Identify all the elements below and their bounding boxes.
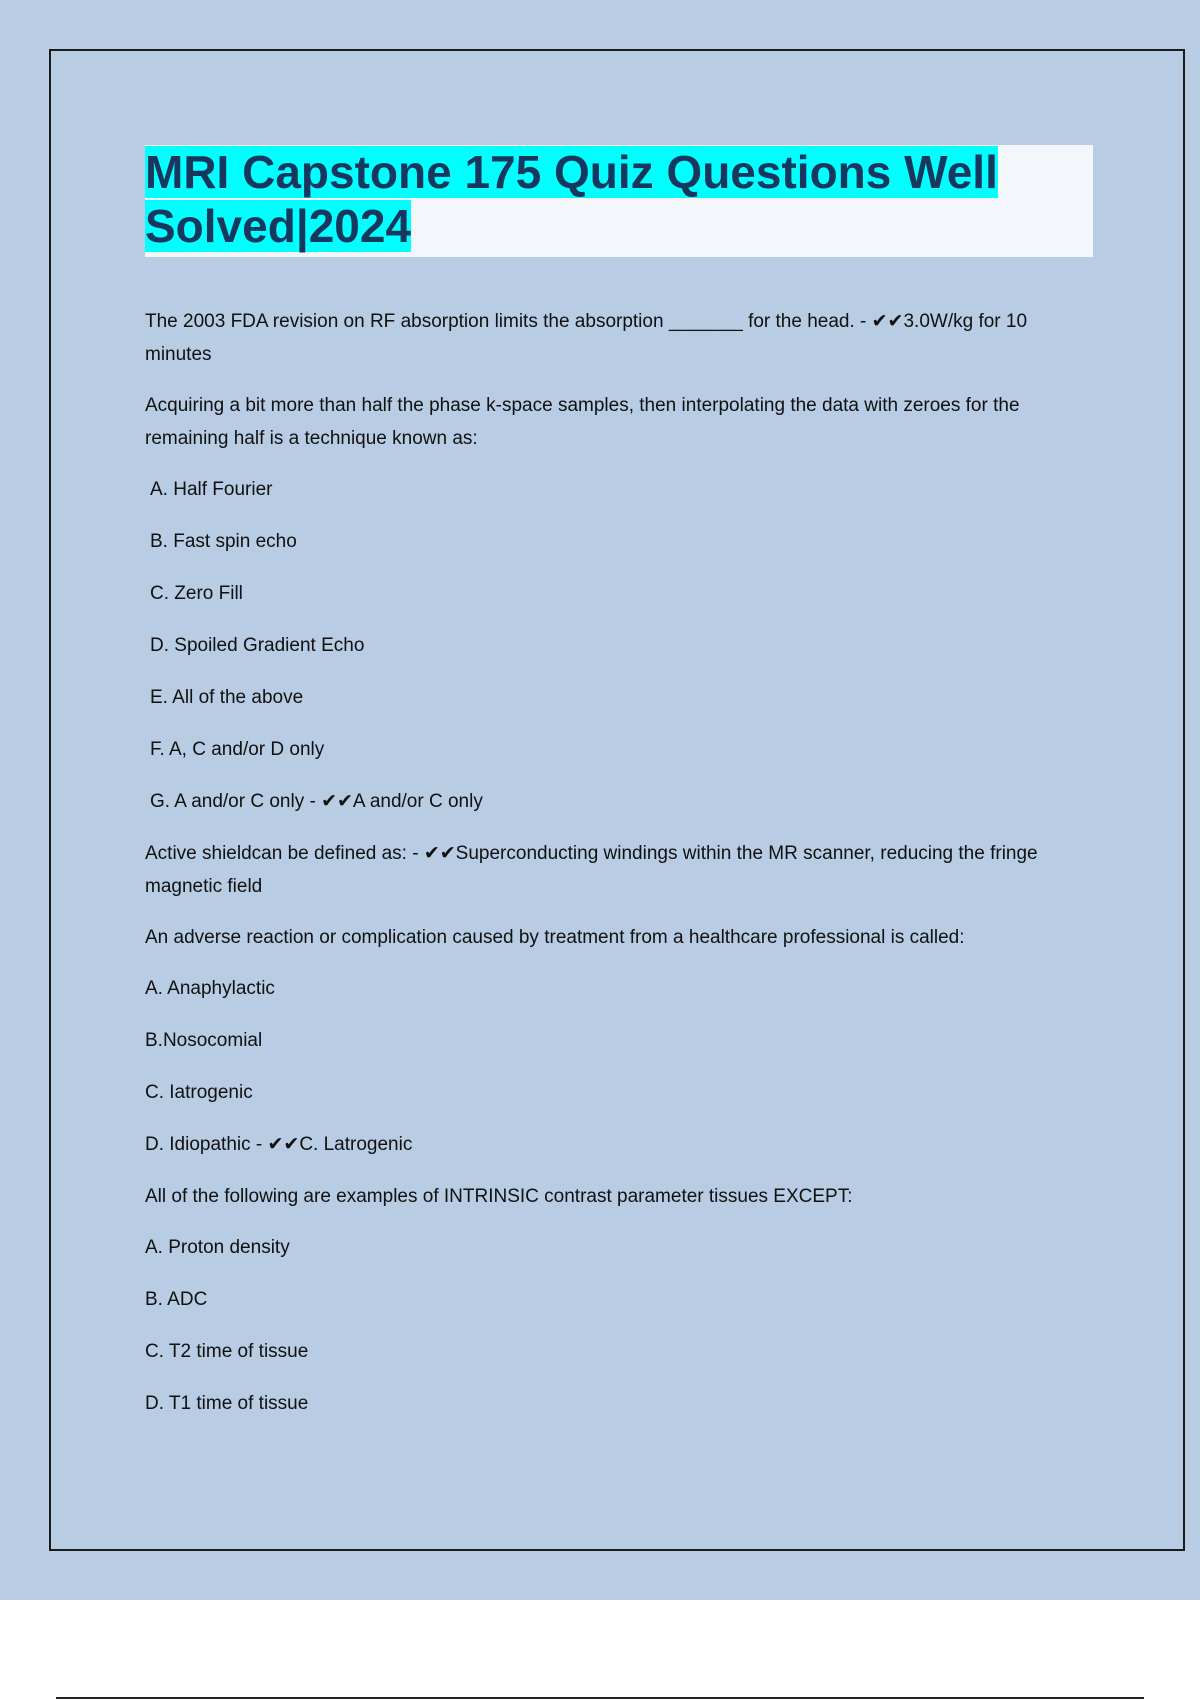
title-line-1: MRI Capstone 175 Quiz Questions Well (145, 146, 998, 198)
question-5-option: B. ADC (145, 1289, 208, 1310)
question-4-option: B.Nosocomial (145, 1030, 263, 1051)
question-4-option: D. Idiopathic - ✔✔C. Latrogenic (145, 1134, 413, 1155)
question-2-option: C. Zero Fill (150, 583, 243, 604)
question-5-option: D. T1 time of tissue (145, 1393, 309, 1414)
question-2: Acquiring a bit more than half the phase k-space samples, then interpolating the data with zeroes for the remaining half is a technique known as: (145, 395, 1020, 449)
question-2-option: G. A and/or C only - ✔✔A and/or C only (150, 791, 483, 812)
question-2-option: F. A, C and/or D only (150, 739, 325, 760)
question-2-option: A. Half Fourier (150, 479, 273, 500)
question-1: The 2003 FDA revision on RF absorption limits the absorption _______ for the head. - ✔✔3.0W/kg for 10 minutes (145, 311, 1028, 365)
question-3: Active shieldcan be defined as: - ✔✔Superconducting windings within the MR scanner, reducing the fringe magnetic field (145, 843, 1038, 897)
question-5: All of the following are examples of INTRINSIC contrast parameter tissues EXCEPT: (145, 1186, 853, 1207)
document-content (145, 305, 1095, 1439)
question-5-option: C. T2 time of tissue (145, 1341, 309, 1362)
question-2-option: D. Spoiled Gradient Echo (150, 635, 365, 656)
footer-separator-line (56, 1697, 1144, 1699)
question-4: An adverse reaction or complication caused by treatment from a healthcare professional is called: (145, 927, 965, 948)
question-4-option: C. Iatrogenic (145, 1082, 253, 1103)
question-5-option: A. Proton density (145, 1237, 290, 1258)
question-4-option: A. Anaphylactic (145, 978, 275, 999)
question-2-option: E. All of the above (150, 687, 304, 708)
document-title (145, 145, 1093, 253)
title-line-2: Solved|2024 (145, 200, 412, 252)
title-block (145, 145, 1093, 257)
question-2-option: B. Fast spin echo (150, 531, 297, 552)
